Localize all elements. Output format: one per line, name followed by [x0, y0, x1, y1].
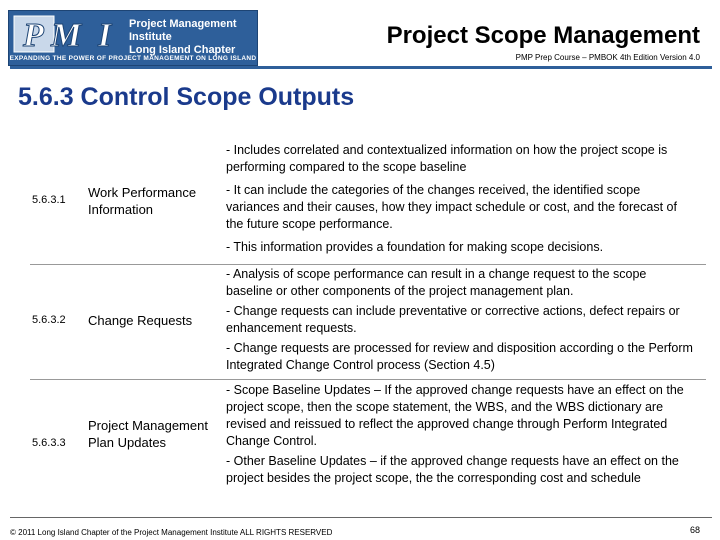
row-number: 5.6.3.3 — [32, 437, 66, 449]
row-item: Project Management Plan Updates — [88, 418, 208, 450]
description-bullet: - Change requests can include preventative or corrective actions, defect repairs or enhancement requests. — [226, 304, 680, 335]
description-bullet: - This information provides a foundation for making scope decisions. — [226, 240, 604, 254]
row-item: Work Performance Information — [88, 185, 197, 217]
copyright-text: © 2011 Long Island Chapter of the Project Management Institute ALL RIGHTS RESERVED — [10, 528, 333, 537]
row-number: 5.6.3.2 — [32, 314, 66, 326]
row-description — [226, 382, 696, 487]
logo-line-2: Long Island Chapter — [129, 44, 236, 56]
svg-text:M: M — [51, 17, 82, 53]
description-bullet: - It can include the categories of the changes received, the identified scope variances and their causes, how they impact schedule or cost, and the forecast of the future scope performance. — [226, 183, 677, 231]
svg-text:I: I — [98, 17, 112, 53]
header-divider — [10, 66, 712, 69]
logo-tagline: EXPANDING THE POWER OF PROJECT MANAGEMENT ON LONG ISLAND — [9, 55, 257, 62]
pmi-logo — [8, 10, 258, 66]
description-bullet: - Analysis of scope performance can result in a change request to the scope baseline or other components of the project management plan. — [226, 267, 647, 298]
table-row — [30, 140, 706, 265]
description-bullet: - Scope Baseline Updates – If the approved change requests have an effect on the project scope, then the scope statement, the WBS, and the WBS dictionary are revised and reissued to reflect the approved change through Perform Integrated Change Control. — [226, 383, 684, 448]
slide-title: 5.6.3 Control Scope Outputs — [18, 83, 355, 111]
footer-divider — [10, 517, 712, 518]
deck-title: Project Scope Management — [386, 22, 700, 49]
table-row — [30, 264, 706, 380]
row-description — [226, 266, 696, 374]
pmi-logo-mark-icon — [13, 15, 123, 53]
logo-line-1: Project Management Institute — [129, 18, 237, 43]
description-bullet: - Other Baseline Updates – if the approved change requests have an effect on the project besides the project scope, the the corresponding cost and schedule — [226, 454, 679, 485]
row-description — [226, 142, 696, 256]
svg-text:P: P — [23, 17, 44, 53]
logo-name — [129, 18, 257, 57]
table-row — [30, 379, 706, 509]
row-item: Change Requests — [88, 313, 193, 328]
description-bullet: - Change requests are processed for review and disposition according o the Perform Integrated Change Control process (Section 4.5) — [226, 341, 693, 372]
description-bullet: - Includes correlated and contextualized information on how the project scope is performing compared to the scope baseline — [226, 143, 668, 174]
page-number: 68 — [689, 525, 700, 535]
deck-subtitle: PMP Prep Course – PMBOK 4th Edition Version 4.0 — [515, 53, 700, 62]
row-number: 5.6.3.1 — [32, 194, 66, 206]
